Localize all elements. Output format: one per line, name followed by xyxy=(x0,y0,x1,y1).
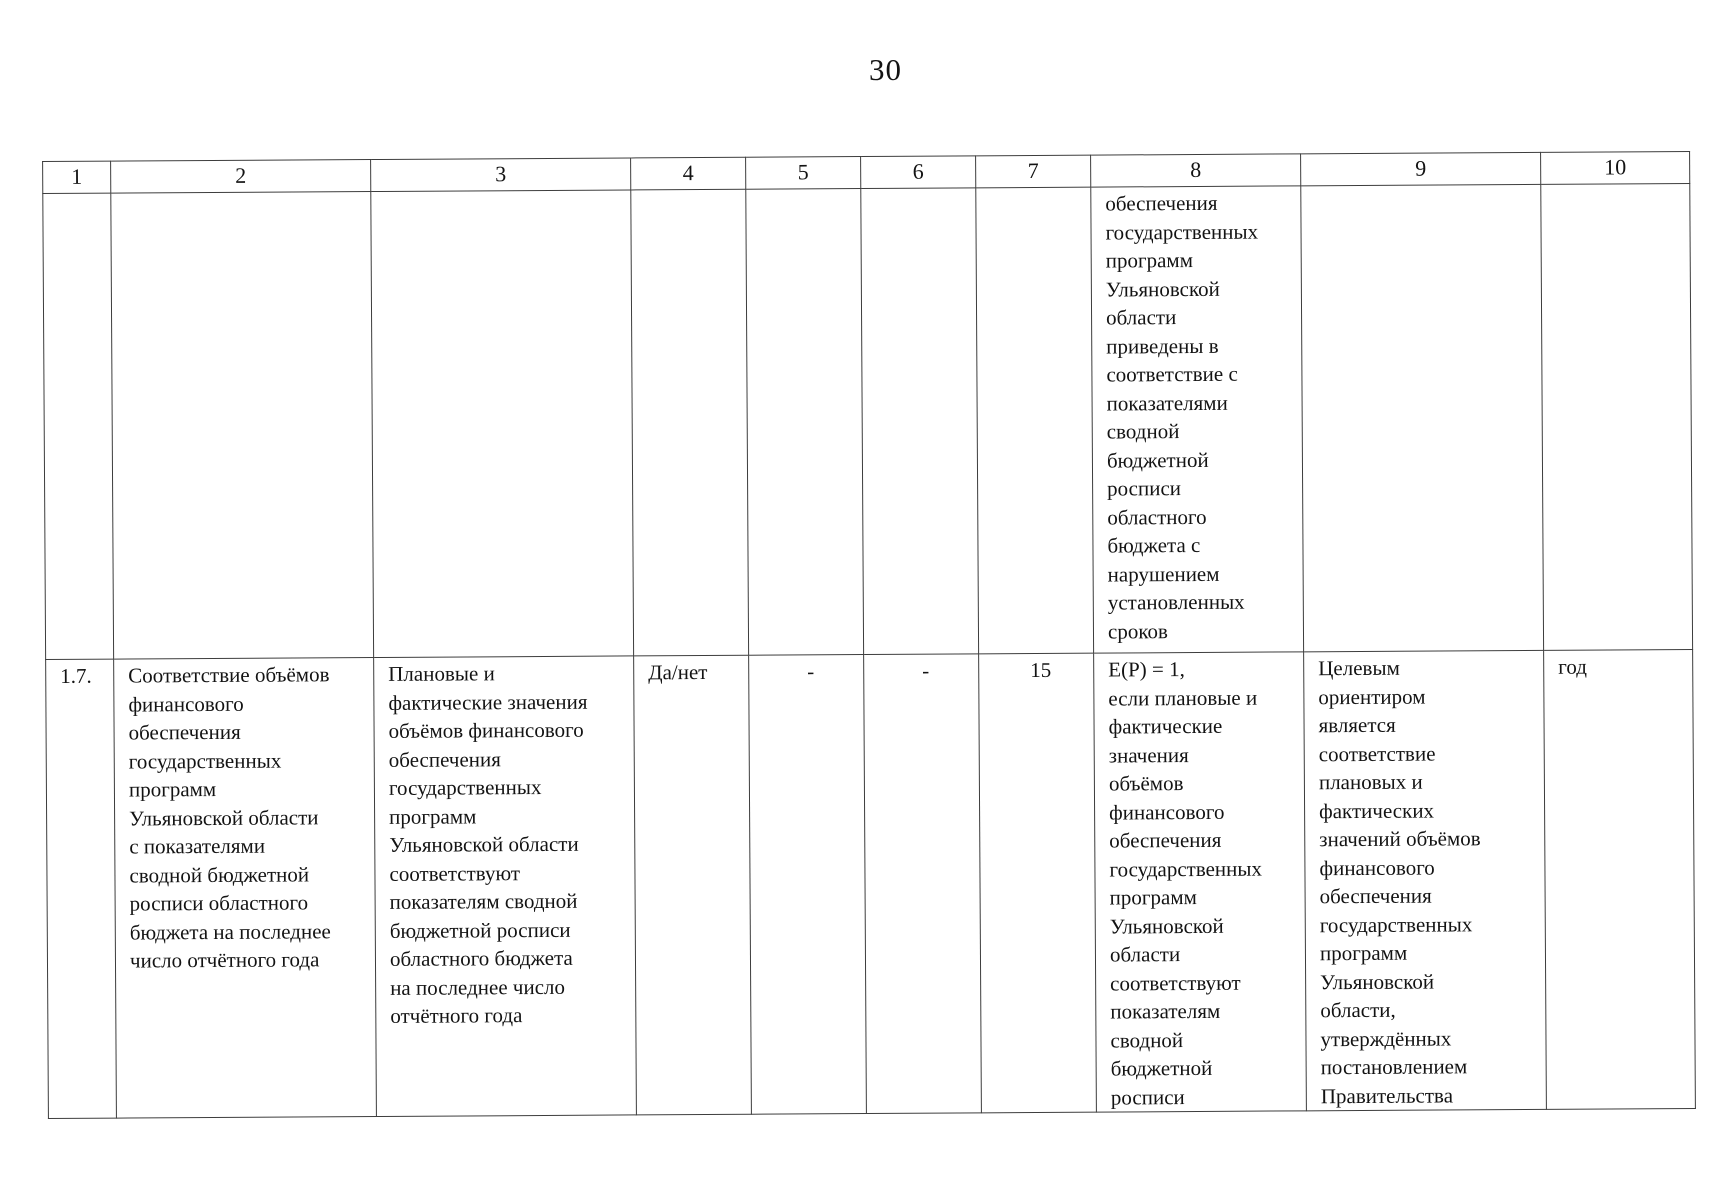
cell-1-7-target-benchmark: Целевым ориентиром является соответствие плановых и фактических значений объёмов финансового обеспечения государственных программ Ульяновской области, утверждённых постановлением Правительства xyxy=(1304,650,1547,1110)
cell-cont-c7 xyxy=(976,187,1094,654)
cell-cont-c4 xyxy=(631,189,749,656)
cell-1-7-indicator-name: Соответствие объёмов финансового обеспечения государственных программ Ульяновской области с показателями сводной бюджетной росписи областного бюджета на последнее число отчётного года xyxy=(114,658,377,1119)
cell-1-7-col5-dash: - xyxy=(749,655,867,1115)
table-row-1-7 xyxy=(46,649,1696,1118)
header-col-7: 7 xyxy=(976,155,1091,188)
cell-1-7-unit: Да/нет xyxy=(634,655,752,1115)
cell-cont-c8-formula-continuation: обеспечения государственных программ Ульяновской области приведены в соответствие с показателями сводной бюджетной росписи областного бюджета с нарушением установленных сроков xyxy=(1091,186,1304,653)
cell-cont-c3 xyxy=(371,190,634,658)
header-col-6: 6 xyxy=(861,156,976,189)
header-col-3: 3 xyxy=(371,158,631,192)
table-row-continuation xyxy=(43,183,1693,659)
header-col-4: 4 xyxy=(631,157,746,190)
cell-cont-c5 xyxy=(746,189,864,656)
cell-cont-c1 xyxy=(43,193,114,659)
cell-cont-c9 xyxy=(1301,184,1544,651)
document-table xyxy=(42,151,1696,1119)
cell-cont-c6 xyxy=(861,188,979,655)
header-col-10: 10 xyxy=(1541,151,1690,184)
cell-1-7-number: 1.7. xyxy=(46,659,117,1118)
header-col-9: 9 xyxy=(1301,152,1541,185)
cell-1-7-indicator-description: Плановые и фактические значения объёмов финансового обеспечения государственных программ Ульяновской области соответствуют показателям сводной бюджетной росписи областного бюджета на последнее число отчётного года xyxy=(374,656,637,1117)
cell-1-7-col6-dash: - xyxy=(864,654,982,1114)
cell-1-7-weight: 15 xyxy=(979,653,1097,1113)
header-col-1: 1 xyxy=(43,161,111,193)
cell-1-7-formula: E(P) = 1, если плановые и фактические значения объёмов финансового обеспечения государственных программ Ульяновской области соответствуют показателям сводной бюджетной росписи xyxy=(1094,652,1307,1112)
page-number: 30 xyxy=(869,52,902,87)
cell-cont-c10 xyxy=(1541,183,1693,650)
cell-1-7-period: год xyxy=(1544,649,1696,1109)
header-col-8: 8 xyxy=(1091,154,1301,187)
cell-cont-c2 xyxy=(111,192,374,660)
document-table-wrapper xyxy=(42,151,1696,1119)
header-col-5: 5 xyxy=(746,157,861,190)
header-col-2: 2 xyxy=(111,160,371,194)
